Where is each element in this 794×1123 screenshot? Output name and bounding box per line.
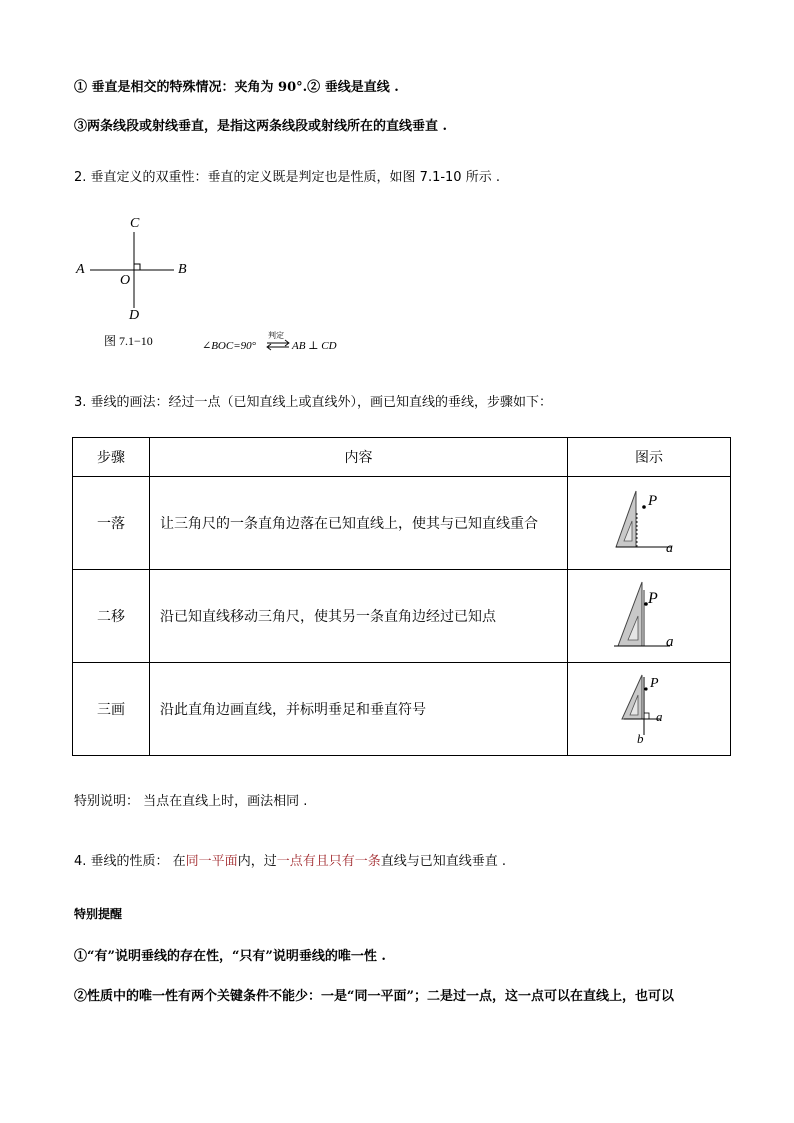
line-a-label: a xyxy=(656,709,663,724)
content-cell: 沿此直角边画直线，并标明垂足和垂直符号 xyxy=(150,663,568,756)
point-4-highlight-unique: 一点有且只有一条 xyxy=(276,854,381,869)
point-4-prefix: 4. 垂线的性质： 在 xyxy=(74,854,186,869)
figure-caption: 图 7.1−10 xyxy=(104,334,153,348)
triangle-ruler-icon xyxy=(568,663,730,755)
illustration-cell xyxy=(568,570,731,663)
special-note: 特别说明： 当点在直线上时，画法相同 . xyxy=(74,794,308,809)
reminder-line-1: ①“有”说明垂线的存在性，“只有”说明垂线的唯一性 . xyxy=(74,949,386,964)
formula-right: AB ⊥ CD xyxy=(292,340,337,352)
triangle-ruler-icon xyxy=(568,477,730,569)
header-illustration: 图示 xyxy=(568,438,731,477)
line-a-label: a xyxy=(666,634,674,650)
step-cell: 三画 xyxy=(73,663,150,756)
label-D: D xyxy=(129,308,140,323)
label-A: A xyxy=(76,262,85,277)
line-a-label: a xyxy=(666,541,673,556)
step-cell: 一落 xyxy=(73,477,150,570)
triangle-ruler-icon xyxy=(568,570,730,662)
content-cell: 让三角尺的一条直角边落在已知直线上，使其与已知直线重合 xyxy=(150,477,568,570)
point-4-mid: 内，过 xyxy=(237,854,277,869)
header-step: 步骤 xyxy=(73,438,150,477)
point-4-highlight-plane: 同一平面 xyxy=(185,854,238,869)
point-P-label: P xyxy=(650,676,659,691)
table-row xyxy=(73,477,731,570)
header-content: 内容 xyxy=(150,438,568,477)
arrow-label: 判定 xyxy=(268,331,284,340)
table-row xyxy=(73,663,731,756)
remark-line-1: ① 垂直是相交的特殊情况：夹角为 90°.② 垂线是直线 . xyxy=(74,80,399,95)
point-P-label: P xyxy=(648,493,658,509)
point-3-text: 3. 垂线的画法：经过一点（已知直线上或直线外），画已知直线的垂线，步骤如下： xyxy=(74,395,553,410)
steps-table xyxy=(72,437,731,756)
table-row xyxy=(73,570,731,663)
double-arrow-icon xyxy=(264,339,292,351)
perpendicular-figure xyxy=(70,212,370,362)
illustration-cell xyxy=(568,663,731,756)
formula-left: ∠BOC=90° xyxy=(202,340,257,352)
reminder-title: 特别提醒 xyxy=(74,907,123,921)
label-C: C xyxy=(130,216,140,231)
point-2-text: 2. 垂直定义的双重性：垂直的定义既是判定也是性质，如图 7.1-10 所示 . xyxy=(74,170,500,185)
illustration-cell xyxy=(568,477,731,570)
line-b-label: b xyxy=(637,731,644,746)
point-4-text xyxy=(74,850,506,869)
label-B: B xyxy=(178,262,187,277)
label-O: O xyxy=(120,273,131,288)
point-P-label: P xyxy=(648,590,658,607)
reminder-line-2: ②性质中的唯一性有两个关键条件不能少：一是“同一平面”；二是过一点，这一点可以在直线上，也可以 xyxy=(74,989,674,1004)
point-4-suffix: 直线与已知直线垂直 . xyxy=(380,854,506,869)
remark-line-2: ③两条线段或射线垂直，是指这两条线段或射线所在的直线垂直 . xyxy=(74,119,448,134)
table-header-row xyxy=(73,438,731,477)
content-cell: 沿已知直线移动三角尺，使其另一条直角边经过已知点 xyxy=(150,570,568,663)
step-cell: 二移 xyxy=(73,570,150,663)
